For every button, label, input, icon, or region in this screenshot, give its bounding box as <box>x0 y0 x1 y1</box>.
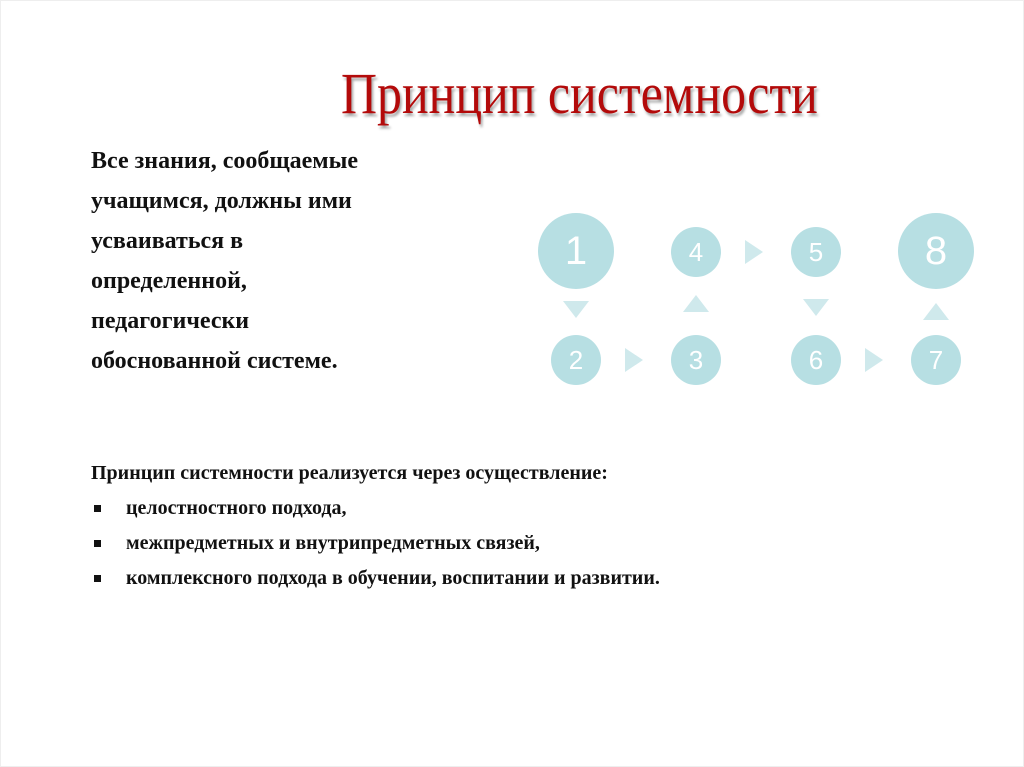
lead-line: учащимся, должны ими <box>91 188 352 214</box>
arrow-down-icon <box>563 301 589 318</box>
list-item-text: комплексного подхода в обучении, воспитании и развитии. <box>126 567 660 589</box>
bullet-icon <box>94 540 101 547</box>
step-label: 4 <box>688 237 704 267</box>
bullet-icon <box>94 505 101 512</box>
lead-line: усваиваться в <box>91 228 244 254</box>
arrow-down-icon <box>803 299 829 316</box>
lead-line: педагогически <box>91 308 250 334</box>
step-label: 7 <box>928 345 944 375</box>
arrow-up-icon <box>923 303 949 320</box>
implementation-list <box>91 456 660 596</box>
step-2 <box>551 335 601 385</box>
arrow-right-icon <box>625 348 643 372</box>
step-label: 5 <box>808 237 824 267</box>
lead-line: определенной, <box>91 268 247 294</box>
list-item <box>91 561 660 596</box>
step-3 <box>671 335 721 385</box>
step-label: 6 <box>808 345 824 375</box>
list-item <box>91 491 660 526</box>
arrow-up-icon <box>683 295 709 312</box>
step-label: 1 <box>564 229 588 273</box>
step-7 <box>911 335 961 385</box>
step-label: 3 <box>688 345 704 375</box>
step-6 <box>791 335 841 385</box>
lead-line: обоснованной системе. <box>91 348 338 374</box>
bullet-icon <box>94 575 101 582</box>
list-item-text: целостностного подхода, <box>126 497 347 519</box>
step-4 <box>671 227 721 277</box>
slide-title: Принцип системности <box>341 61 818 126</box>
process-diagram <box>1 1 1024 767</box>
list-item-text: межпредметных и внутрипредметных связей, <box>126 532 540 554</box>
list-item <box>91 526 660 561</box>
step-label: 8 <box>924 229 948 273</box>
step-label: 2 <box>568 345 584 375</box>
step-8 <box>898 213 974 289</box>
arrow-right-icon <box>745 240 763 264</box>
arrow-right-icon <box>865 348 883 372</box>
list-heading: Принцип системности реализуется через осуществление: <box>91 462 608 484</box>
step-1 <box>538 213 614 289</box>
lead-line: Все знания, сообщаемые <box>91 148 359 174</box>
step-5 <box>791 227 841 277</box>
